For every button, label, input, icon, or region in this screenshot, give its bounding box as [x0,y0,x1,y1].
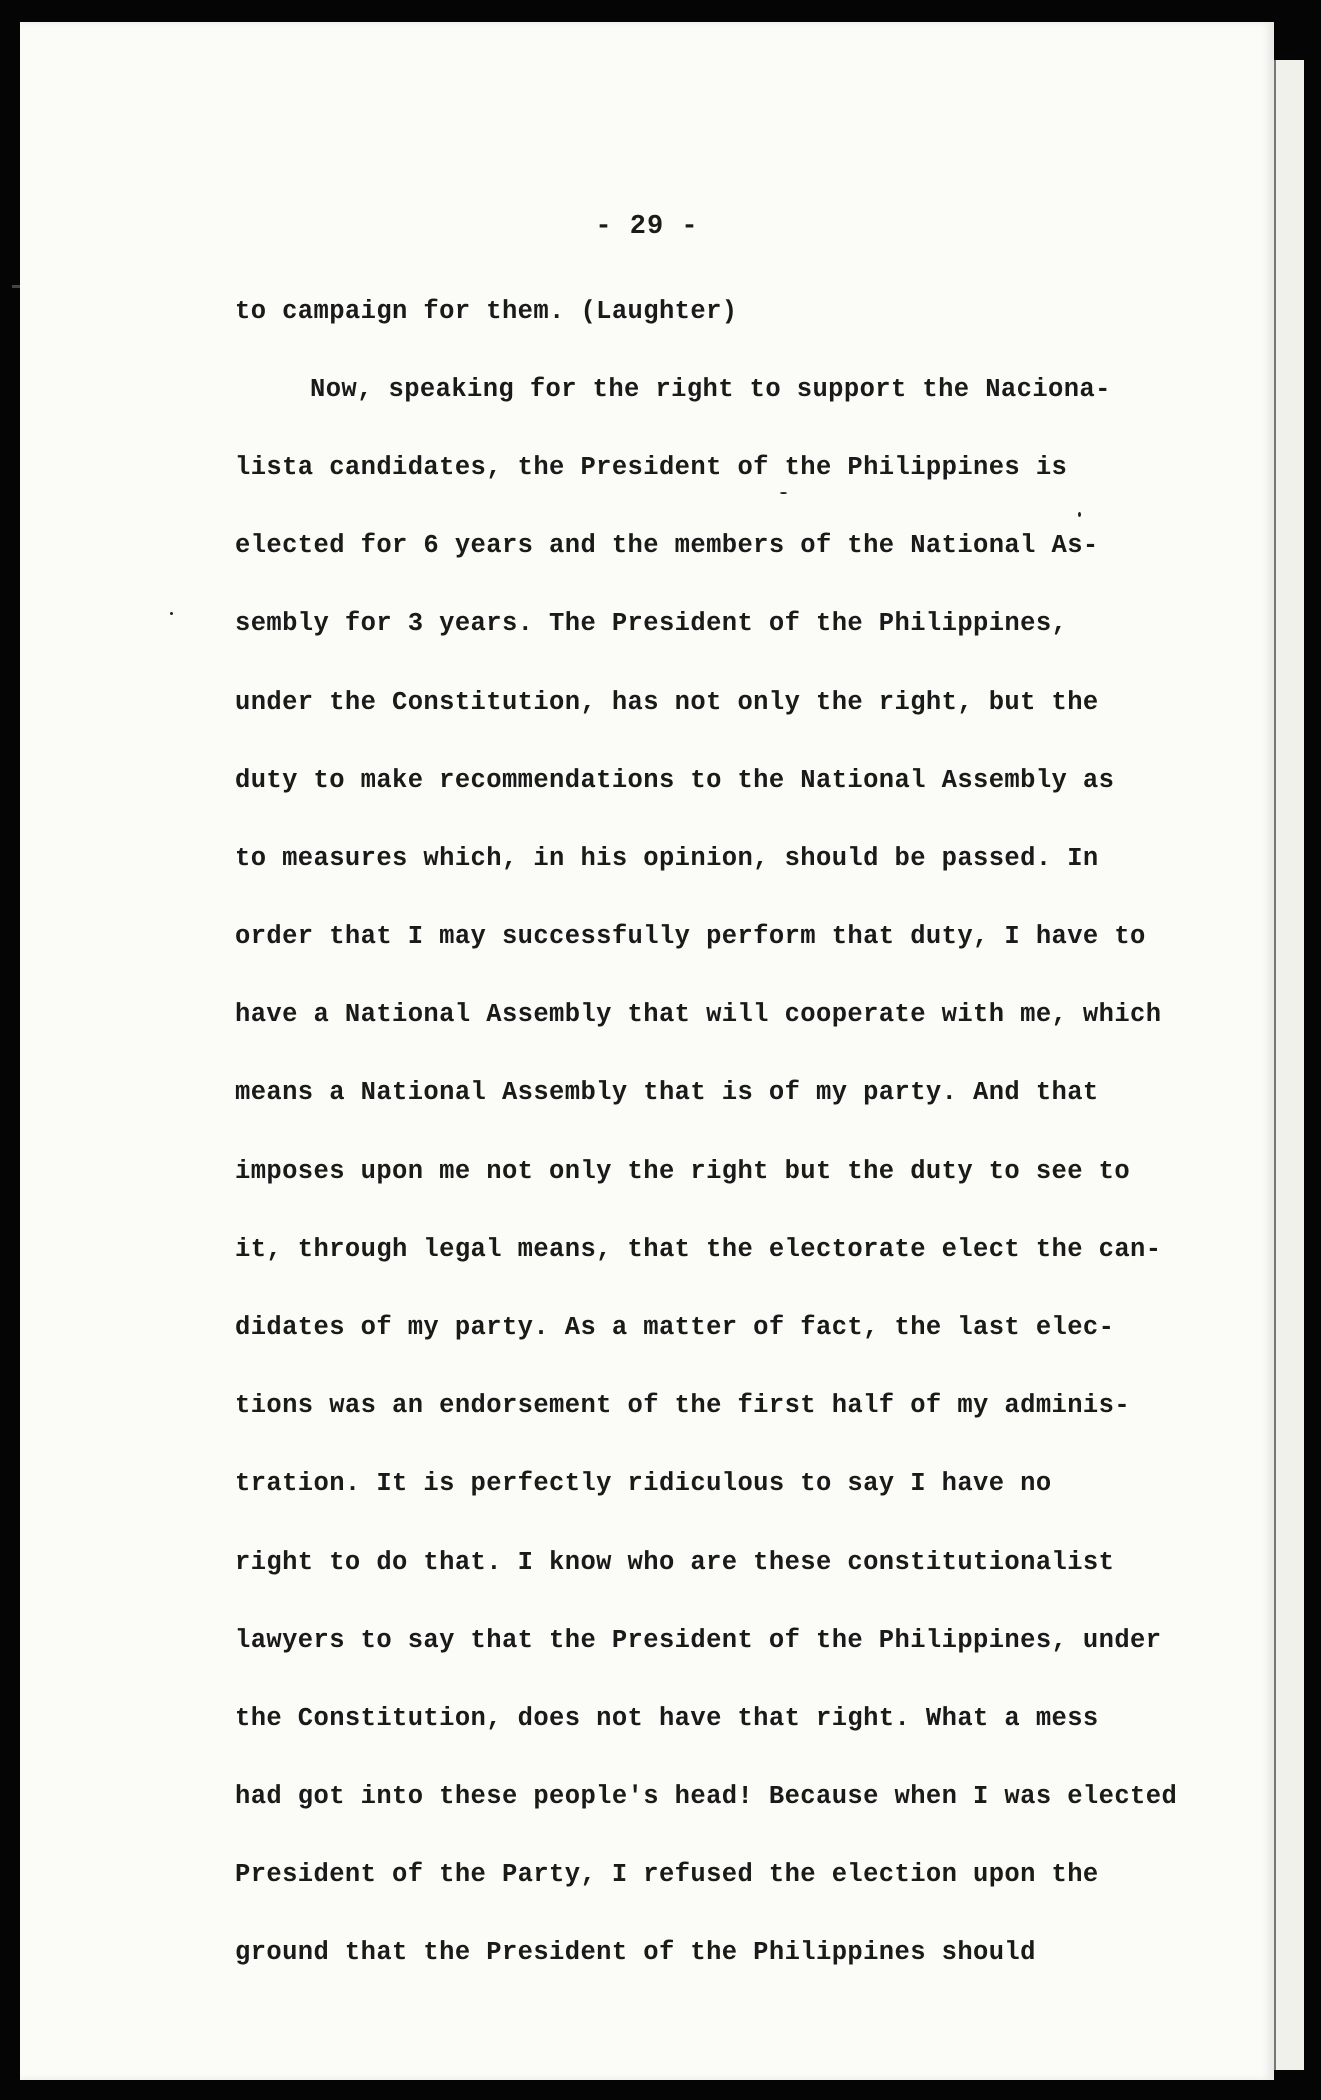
text-line: lawyers to say that the President of the Philippines, under [235,1626,1162,1655]
page-edge-strip [1274,60,1304,2070]
text-line: sembly for 3 years. The President of the Philippines, [235,609,1068,638]
text-line: the Constitution, does not have that right. What a mess [235,1704,1099,1733]
text-line: right to do that. I know who are these constitutionalist [235,1548,1115,1577]
ink-speck [1078,512,1081,517]
text-line: elected for 6 years and the members of the National As- [235,531,1099,560]
text-line: had got into these people's head! Because when I was elected [235,1782,1178,1811]
text-line: have a National Assembly that will cooperate with me, which [235,1000,1162,1029]
text-line: duty to make recommendations to the National Assembly as [235,766,1115,795]
text-line: under the Constitution, has not only the right, but the [235,688,1099,717]
text-line: ground that the President of the Philippines should [235,1938,1036,1967]
text-line: it, through legal means, that the electorate elect the can- [235,1235,1162,1264]
text-line: to measures which, in his opinion, should be passed. In [235,844,1099,873]
text-line: means a National Assembly that is of my party. And that [235,1078,1099,1107]
text-line: to campaign for them. (Laughter) [235,297,738,326]
text-line: didates of my party. As a matter of fact, the last elec- [235,1313,1115,1342]
text-line: Now, speaking for the right to support the Naciona- [310,375,1111,404]
text-line: President of the Party, I refused the election upon the [235,1860,1099,1889]
typed-page [20,22,1274,2080]
text-line: order that I may successfully perform that duty, I have to [235,922,1146,951]
text-line: lista candidates, the President of the Philippines is [235,453,1068,482]
text-line: tions was an endorsement of the first half of my adminis- [235,1391,1131,1420]
text-line: imposes upon me not only the right but the duty to see to [235,1157,1131,1186]
text-line: tration. It is perfectly ridiculous to say I have no [235,1469,1052,1498]
ink-speck [780,492,787,494]
ink-speck [170,612,173,615]
page-number: - 29 - [595,212,699,242]
